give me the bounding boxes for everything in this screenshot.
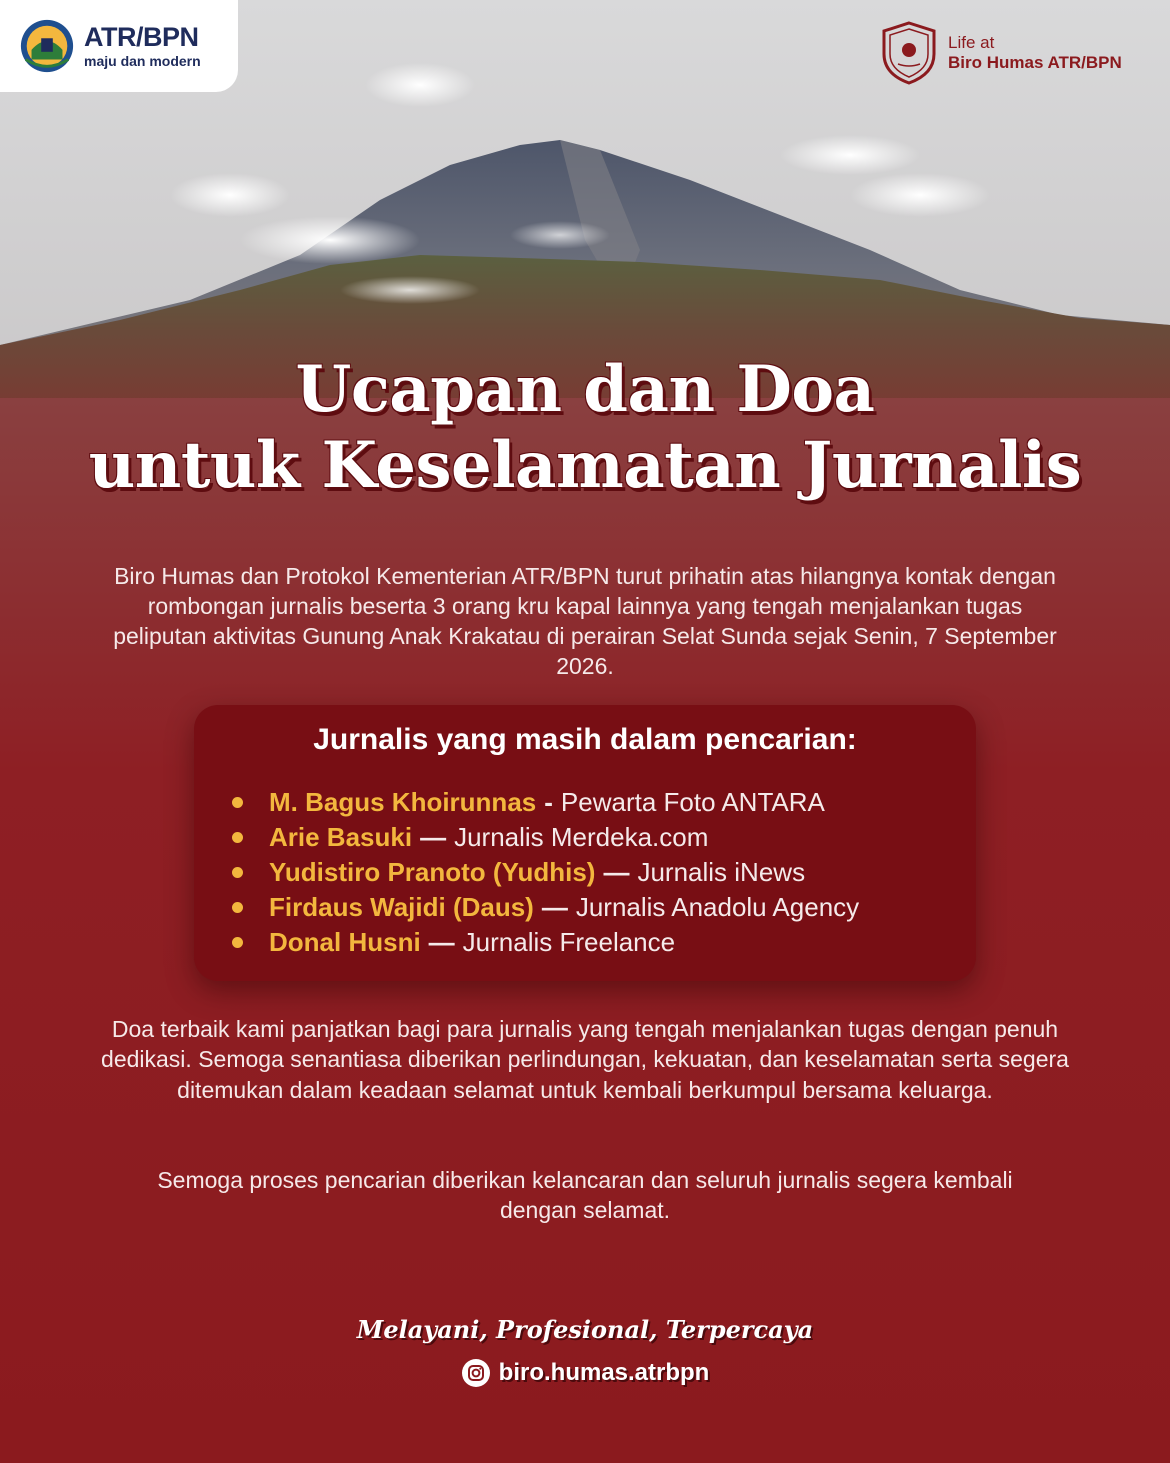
atr-bpn-logo-icon [18, 17, 76, 75]
list-item [232, 785, 859, 820]
brand-name: ATR/BPN [84, 22, 199, 52]
instagram-icon [461, 1358, 491, 1388]
bullet-icon [232, 832, 243, 843]
separator: - [544, 787, 553, 817]
list-item [232, 925, 859, 960]
bullet-icon [232, 867, 243, 878]
separator: — [603, 857, 630, 887]
bullet-icon [232, 902, 243, 913]
bullet-icon [232, 797, 243, 808]
search-card [194, 705, 976, 981]
journalist-name: Firdaus Wajidi (Daus) [269, 892, 534, 922]
page-title [0, 352, 1170, 503]
title-line1: Ucapan dan Doa [295, 352, 875, 427]
separator: — [428, 927, 455, 957]
prayer-paragraph: Doa terbaik kami panjatkan bagi para jurnalis yang tengah menjalankan tugas dengan penuh dedikasi. Semoga senantiasa diberikan perlindungan, kekuatan, dan keselamatan serta segera ditemukan dalam keadaan selamat untuk kembali berkumpul bersama keluarga. [101, 1016, 1069, 1103]
title-line2: untuk Keselamatan Jurnalis [88, 427, 1082, 503]
separator: — [541, 892, 568, 922]
badge-line2: Biro Humas ATR/BPN [948, 53, 1122, 72]
journalist-name: Yudistiro Pranoto (Yudhis) [269, 857, 596, 887]
intro-paragraph: Biro Humas dan Protokol Kementerian ATR/BPN turut prihatin atas hilangnya kontak dengan rombongan jurnalis beserta 3 orang kru kapal lainnya yang tengah menjalankan tugas peliputan aktivitas Gunung Anak Krakatau di perairan Selat Sunda sejak Senin, 7 September 2026. [113, 563, 1057, 679]
list-item [232, 855, 859, 890]
journalist-role: Jurnalis Anadolu Agency [575, 892, 860, 922]
journalist-role: Jurnalis iNews [637, 857, 806, 887]
journalist-name: M. Bagus Khoirunnas [269, 787, 537, 817]
journalist-name: Arie Basuki [269, 822, 413, 852]
motto-text: Melayani, Profesional, Terpercaya [356, 1315, 814, 1344]
journalist-role: Jurnalis Merdeka.com [454, 822, 709, 852]
journalist-role: Pewarta Foto ANTARA [560, 787, 825, 817]
instagram-handle-text: biro.humas.atrbpn [498, 1359, 710, 1386]
badge-line1: Life at [948, 32, 995, 52]
list-item [232, 890, 859, 925]
humas-shield-icon [880, 20, 938, 86]
search-card-heading: Jurnalis yang masih dalam pencarian: [313, 723, 857, 756]
brand-header [0, 0, 238, 92]
brand-tagline: maju dan modern [84, 53, 201, 69]
closing-paragraph: Semoga proses pencarian diberikan kelancaran dan seluruh jurnalis segera kembali dengan selamat. [157, 1167, 1013, 1224]
bullet-icon [232, 937, 243, 948]
journalist-role: Jurnalis Freelance [462, 927, 676, 957]
journalist-list [232, 785, 859, 960]
separator: — [420, 822, 447, 852]
life-at-badge [880, 20, 1122, 86]
list-item [232, 820, 859, 855]
instagram-handle[interactable] [0, 1358, 1170, 1388]
journalist-name: Donal Husni [269, 927, 421, 957]
